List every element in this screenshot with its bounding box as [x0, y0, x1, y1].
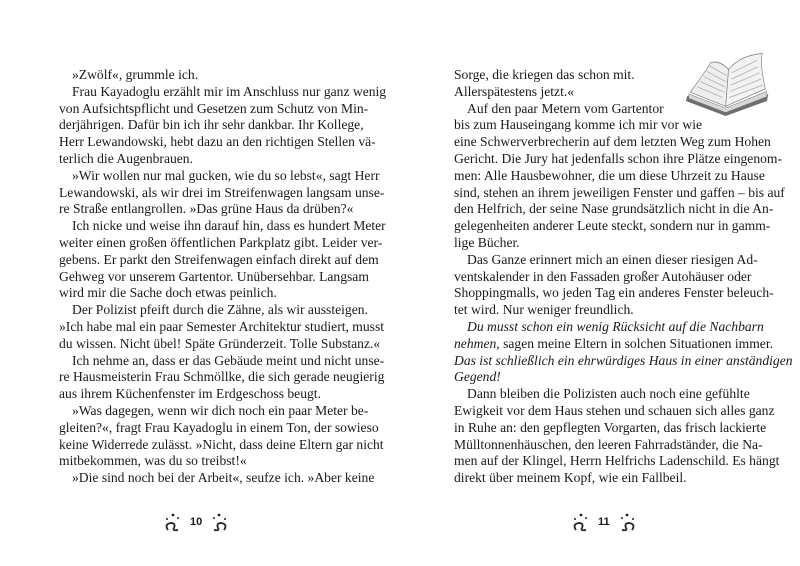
italic-text: Du musst schon ein wenig Rücksicht auf die Nachbarn [467, 318, 764, 334]
page-number-left [162, 510, 230, 534]
text-line: Mülltonnenhäuschen, den leeren Fahrradständer, die Na- [454, 436, 763, 452]
italic-text: Das ist schließlich ein ehrwürdiges Haus in einer anständigen [454, 352, 793, 368]
text-line: gebens. Er parkt den Streifenwagen einfach direkt auf dem [59, 251, 379, 267]
text-line: in Ruhe an: den gepflegten Vorgarten, das frisch lackierte [454, 419, 767, 435]
text-line: wird mir die Sache doch etwas peinlich. [59, 285, 277, 301]
paragraph [59, 352, 385, 403]
text-line [454, 369, 740, 386]
right-page-text [454, 67, 793, 487]
text-line: ventskalender in den Fassaden großer Autohäuser oder [454, 268, 752, 284]
paragraph [59, 470, 375, 487]
left-page-text [59, 67, 387, 487]
text-line [454, 352, 793, 370]
flourish-ornament-icon [616, 510, 638, 534]
text-line: men: Alle Hausbewohner, die um diese Uhrzeit zu Hause [454, 167, 765, 183]
italic-text: nehmen [454, 335, 497, 351]
text-line: sind, stehen an ihrem jeweiligen Fenster und gaffen – bis auf [454, 184, 785, 200]
text-line: weiter einen großen öffentlichen Parkplatz gibt. Leider ver- [59, 234, 383, 250]
open-book-icon [680, 50, 772, 116]
text-line: mitbekommen, was du so treibst!« [59, 453, 247, 469]
text-line: Sorge, die kriegen das schon mit. [454, 67, 635, 82]
text-line: Shoppingmalls, wo jeden Tag ein anderes Fenster beleuch- [454, 285, 774, 301]
paragraph [454, 386, 780, 487]
text-line: »Wir wollen nur mal gucken, wie du so lebst«, sagt Herr [72, 167, 380, 183]
paragraph [59, 83, 387, 168]
paragraph [59, 302, 385, 352]
text-line: re Hausmeisterin Frau Schmöllke, die sich gerade neugierig [59, 369, 385, 385]
text-line [454, 335, 774, 353]
italic-text: Gegend! [454, 369, 501, 385]
text-line: Auf den paar Metern vom Gartentor [467, 100, 664, 116]
page-number: 10 [190, 516, 203, 528]
text-line: »Was dagegen, wenn wir dich noch ein paar Meter be- [72, 402, 369, 418]
paragraph [59, 402, 384, 470]
text-line: Das Ganze erinnert mich an einen dieser riesigen Ad- [467, 251, 758, 267]
text-line: Gehweg vor unserem Gartentor. Unübersehbar. Langsam [59, 268, 369, 284]
text-line: Der Polizist pfeift durch die Zähne, als wir aussteigen. [72, 302, 368, 318]
text-line: Herr Lewandowski, hebt dazu an den richtigen Stellen vä- [59, 134, 376, 150]
text-line: eine Schwerverbrecherin auf dem letzten Weg zum Hohen [454, 134, 771, 150]
paragraph [454, 318, 793, 386]
page-number-right [570, 510, 638, 534]
text-line: den Helfrich, der seine Nase grundsätzlich nicht in die An- [454, 201, 774, 217]
paragraph [454, 100, 785, 252]
text-line: lige Bücher. [454, 234, 520, 250]
text-line: Dann bleiben die Polizisten auch noch eine gefühlte [467, 386, 750, 402]
text-line: »Die sind noch bei der Arbeit«, seufze ich. »Aber keine [72, 470, 375, 486]
text-line: derjährigen. Dafür bin ich ihr sehr dankbar. Ihr Kollege, [59, 117, 364, 133]
paragraph [59, 167, 385, 218]
flourish-ornament-icon [570, 510, 592, 534]
text-line: Allerspätestens jetzt.« [454, 83, 575, 99]
text-line: Frau Kayadoglu erzählt mir im Anschluss nur ganz wenig [72, 83, 387, 99]
text-line: du wissen. Nicht übel! Späte Gründerzeit. Tolle Substanz.« [59, 335, 381, 351]
text-line: tet wird. Nur weniger freundlich. [454, 302, 634, 318]
text-line: Gericht. Die Jury hat jedenfalls schon ihre Plätze eingenom- [454, 150, 783, 166]
text-line [454, 318, 764, 336]
text-line: re Straße entlangrollen. »Das grüne Haus da drüben?« [59, 201, 354, 217]
page-number: 11 [598, 516, 610, 528]
text-line: bis zum Hauseingang komme ich mir vor wie [454, 117, 703, 133]
text-line: von Aufsichtspflicht und Gesetzen zum Schutz von Min- [59, 100, 369, 116]
flourish-ornament-icon [162, 510, 184, 534]
text-line: »Ich habe mal ein paar Semester Architektur studiert, musst [59, 318, 385, 334]
text-line: »Zwölf«, grummle ich. [72, 67, 199, 82]
text-line: keine Widerrede zulässt. »Nicht, dass deine Eltern gar nicht [59, 436, 384, 452]
paragraph [59, 67, 345, 84]
text-line: Ich nicke und weise ihn darauf hin, dass es hundert Meter [72, 218, 386, 234]
text-line: Lewandowski, als wir drei im Streifenwagen langsam unse- [59, 184, 385, 200]
paragraph [59, 218, 386, 302]
text-line: direkt über meinem Kopf, wie ein Fallbeil. [454, 470, 687, 486]
text-line: Ewigkeit vor dem Haus stehen und schauen sich alles ganz [454, 402, 775, 418]
text-line: terlich die Augenbrauen. [59, 150, 193, 166]
text-line: aus ihrem Küchenfenster im Erdgeschoss beugt. [59, 386, 321, 402]
flourish-ornament-icon [208, 510, 230, 534]
text-segment: , sagen meine Eltern in solchen Situationen immer. [496, 335, 774, 351]
text-line: Ich nehme an, dass er das Gebäude meint und nicht unse- [72, 352, 385, 368]
paragraph [454, 251, 774, 319]
text-line: gelegenheiten anderer Leute steckt, sondern nur in gamm- [454, 218, 771, 234]
text-line: men auf der Klingel, Herrn Helfrichs Ladenschild. Es hängt [454, 453, 780, 469]
text-line: gleiten?«, fragt Frau Kayadoglu in einem Ton, der sowieso [59, 419, 379, 435]
